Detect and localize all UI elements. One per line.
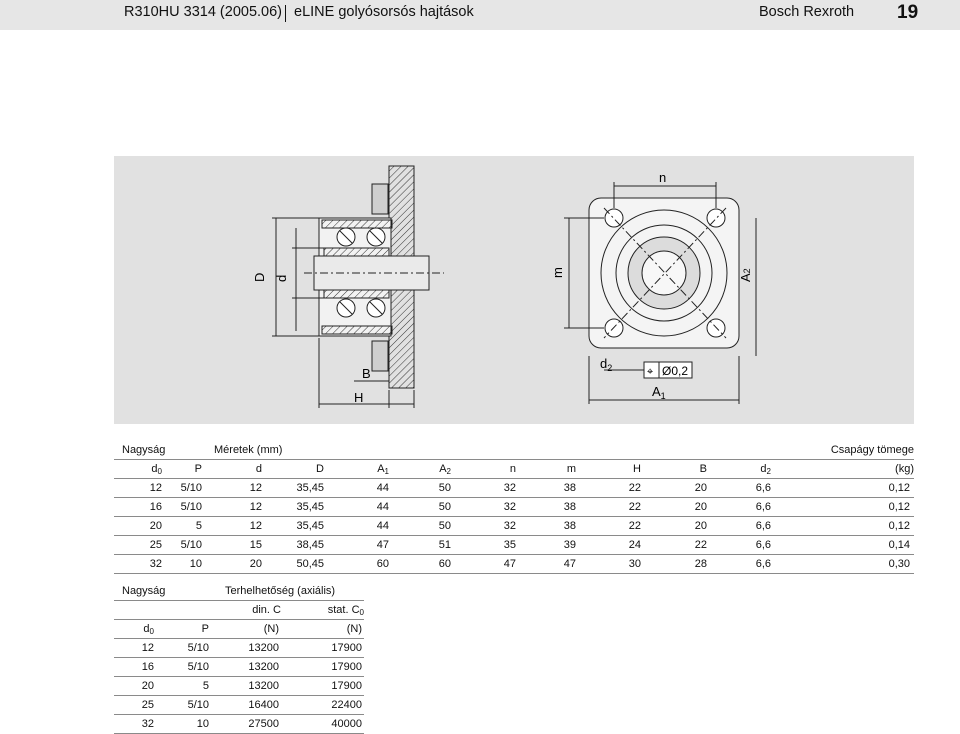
table-cell: 47 [455,555,520,574]
table-cell: 32 [455,498,520,517]
table-cell: 0,14 [775,536,914,555]
table-cell: 6,6 [711,479,775,498]
label-d2: $d_2$ [600,356,613,373]
column-header: $A_1$ [328,460,393,479]
table-cell: 32 [114,715,156,734]
table-cell: 20 [114,517,166,536]
t2-din-label: din. C [211,601,281,620]
table-cell: 32 [455,517,520,536]
t1-group-size: Nagyság [114,441,206,460]
t2-stat-label: stat. $C_0$ [281,601,364,620]
column-header: n [455,460,520,479]
drawing-svg [114,156,914,424]
load-capacity-table [114,582,364,734]
table-row [114,479,914,498]
t2-group-size: Nagyság [114,582,211,601]
table-cell: 17900 [281,658,364,677]
header-separator [285,5,286,22]
table-cell: 6,6 [711,517,775,536]
label-H: H [354,390,364,405]
dimensions-table [114,441,914,574]
table-cell: 22 [580,498,645,517]
table-cell: 22 [580,517,645,536]
table-cell: 5/10 [166,498,206,517]
column-header: (N) [211,620,281,639]
table-cell: 51 [393,536,455,555]
table-cell: 20 [645,479,711,498]
table-cell: 12 [114,479,166,498]
table-cell: 13200 [211,639,281,658]
technical-drawing [114,156,914,424]
table-cell: 60 [328,555,393,574]
table-cell: 25 [114,536,166,555]
table-cell: 16400 [211,696,281,715]
table-cell: 12 [206,517,266,536]
table-cell: 15 [206,536,266,555]
table-cell: 6,6 [711,555,775,574]
table-cell: 47 [328,536,393,555]
table-cell: 24 [580,536,645,555]
table-cell: 5/10 [156,639,211,658]
column-header: (kg) [775,460,914,479]
table-row [114,498,914,517]
table-cell: 5 [166,517,206,536]
t2-group-load: Terhelhetőség (axiális) [211,582,364,601]
column-header: d [206,460,266,479]
label-D: D [252,272,267,282]
t1-group-mass: Csapágy tömege [775,441,914,460]
table-cell: 13200 [211,677,281,696]
table-cell: 0,12 [775,517,914,536]
column-header: D [266,460,328,479]
doc-title: eLINE golyósorsós hajtások [294,4,474,20]
table-cell: 47 [520,555,580,574]
table-cell: 60 [393,555,455,574]
table-cell: 12 [206,498,266,517]
table-cell: 30 [580,555,645,574]
table-cell: 35 [455,536,520,555]
table2-body [114,639,364,734]
table-cell: 44 [328,498,393,517]
table-row [114,677,364,696]
t1-group-dims: Méretek (mm) [206,441,775,460]
table-cell: 38 [520,498,580,517]
table-cell: 17900 [281,639,364,658]
table-cell: 39 [520,536,580,555]
table-cell: 16 [114,658,156,677]
label-m: m [550,267,565,278]
table1-body [114,479,914,574]
table-cell: 32 [114,555,166,574]
table-row [114,715,364,734]
table-cell: 5/10 [166,479,206,498]
table-cell: 50,45 [266,555,328,574]
column-header: $A_2$ [393,460,455,479]
column-header: H [580,460,645,479]
table-cell: 5/10 [166,536,206,555]
table-cell: 38 [520,479,580,498]
column-header: P [166,460,206,479]
column-header: P [156,620,211,639]
table1-column-header [114,460,914,479]
table-cell: 44 [328,517,393,536]
table-cell: 6,6 [711,498,775,517]
table-cell: 0,12 [775,479,914,498]
column-header: B [645,460,711,479]
column-header: $d_0$ [114,620,156,639]
table-cell: 17900 [281,677,364,696]
table-cell: 28 [645,555,711,574]
table-cell: 20 [645,517,711,536]
table-cell: 5/10 [156,696,211,715]
label-n: n [659,170,667,185]
table-row [114,639,364,658]
table-row [114,658,364,677]
table-cell: 16 [114,498,166,517]
table-cell: 38 [520,517,580,536]
table-cell: 40000 [281,715,364,734]
doc-code: R310HU 3314 (2005.06) [124,4,282,20]
bearing-section-view [272,166,444,408]
position-tolerance-icon: ⌖ [647,366,654,378]
flange-front-view [564,182,756,404]
table-row [114,517,914,536]
table-cell: 10 [156,715,211,734]
table-cell: 27500 [211,715,281,734]
label-A1: $A_1$ [652,384,666,401]
label-d: d [274,274,289,282]
table-cell: 0,12 [775,498,914,517]
column-header: $d_0$ [114,460,166,479]
label-tolerance: Ø0,2 [662,364,689,378]
table-cell: 13200 [211,658,281,677]
table-row [114,536,914,555]
label-A2: A2 [738,268,753,282]
table-cell: 6,6 [711,536,775,555]
table2-column-header [114,620,364,639]
table-cell: 35,45 [266,479,328,498]
table-cell: 20 [645,498,711,517]
table-cell: 20 [114,677,156,696]
table-cell: 22 [580,479,645,498]
table-cell: 44 [328,479,393,498]
table-cell: 50 [393,498,455,517]
table2-group-header [114,582,364,601]
table-cell: 32 [455,479,520,498]
table-cell: 35,45 [266,517,328,536]
page-number: 19 [897,2,919,23]
column-header: (N) [281,620,364,639]
table-cell: 50 [393,479,455,498]
table-cell: 38,45 [266,536,328,555]
table-cell: 22400 [281,696,364,715]
table-cell: 5/10 [156,658,211,677]
column-header: m [520,460,580,479]
table-cell: 50 [393,517,455,536]
table-cell: 20 [206,555,266,574]
table-cell: 0,30 [775,555,914,574]
label-B: B [362,366,371,381]
table-cell: 35,45 [266,498,328,517]
table-row [114,696,364,715]
brand-name: Bosch Rexroth [759,4,855,20]
table-cell: 5 [156,677,211,696]
table2-subheader [114,601,364,620]
page-header [0,0,960,30]
table1-group-header [114,441,914,460]
table-cell: 22 [645,536,711,555]
table-cell: 12 [206,479,266,498]
table-cell: 10 [166,555,206,574]
table-cell: 12 [114,639,156,658]
column-header: $d_2$ [711,460,775,479]
table-row [114,555,914,574]
table-cell: 25 [114,696,156,715]
